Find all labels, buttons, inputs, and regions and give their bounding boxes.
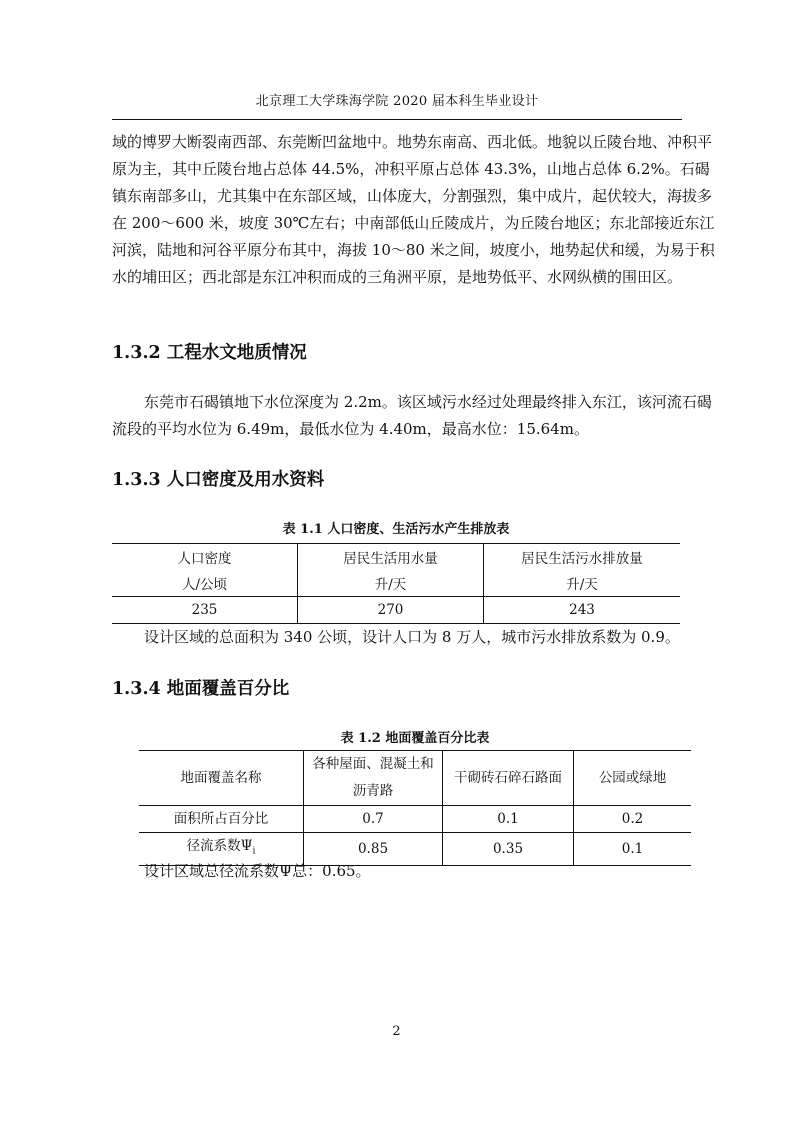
page-number: 2 <box>392 1024 401 1039</box>
table-header-cell: 干砌砖石碎石路面 <box>443 751 574 806</box>
table-cell: 0.1 <box>443 806 574 833</box>
header-text-line: 各种屋面、混凝土和 <box>312 756 434 772</box>
table-header-cell: 居民生活污水排放量 <box>484 544 681 571</box>
land-cover-table <box>139 750 691 866</box>
table-unit-cell: 人/公顷 <box>112 570 298 597</box>
table-unit-row <box>112 570 680 597</box>
table-cell: 0.7 <box>304 806 443 833</box>
table-unit-cell: 升/天 <box>484 570 681 597</box>
runoff-summary: 设计区域总径流系数Ψ总：0.65。 <box>144 862 371 880</box>
table-row <box>139 806 691 833</box>
hydrology-paragraph: 东莞市石碣镇地下水位深度为 2.2m。该区域污水经过处理最终排入东江，该河流石碣流段的平均水位为 6.49m，最低水位为 4.40m，最高水位：15.64m。 <box>112 393 712 438</box>
row-label-cell: 面积所占百分比 <box>139 806 304 833</box>
table-cell: 0.85 <box>304 833 443 866</box>
subscript: i <box>252 846 256 857</box>
section-heading-1-3-3: 1.3.3 人口密度及用水资料 <box>112 470 325 490</box>
table-unit-cell: 升/天 <box>298 570 484 597</box>
table-1-2-caption: 表 1.2 地面覆盖百分比表 <box>340 731 490 746</box>
geology-paragraph: 域的博罗大断裂南西部、东莞断凹盆地中。地势东南高、西北低。地貌以丘陵台地、冲积平原为主，其中丘陵台地占总体 44.5%，冲积平原占总体 43.3%，山地占总体 6.2%。石碣镇东南部多山，尤其集中在东部区域，山体庞大，分割强烈，集中成片，起伏较大，海拔多在 200～600 米，坡度 30℃左右；中南部低山丘陵成片，为丘陵台地区；东北部接近东江河滨，陆地和河谷平原分布其中，海拔 10～80 米之间，坡度小，地势起伏和缓，为易于积水的埔田区；西北部是东江冲积而成的三角洲平原，是地势低平、水网纵横的围田区。 <box>112 133 715 286</box>
table-cell: 0.1 <box>574 833 692 866</box>
table-1-1-caption: 表 1.1 人口密度、生活污水产生排放表 <box>282 522 510 537</box>
table-header-cell: 地面覆盖名称 <box>180 770 262 786</box>
table-header-cell: 人口密度 <box>177 551 232 567</box>
table-header-row <box>112 544 680 571</box>
running-header: 北京理工大学珠海学院 2020 届本科生毕业设计 <box>255 94 539 109</box>
table-header-cell: 居民生活用水量 <box>298 544 484 571</box>
header-rule <box>112 119 682 120</box>
table-cell: 270 <box>298 597 484 624</box>
table-cell: 243 <box>484 597 681 624</box>
table-header-cell: 公园或绿地 <box>574 751 692 806</box>
header-text-line: 沥青路 <box>352 783 394 799</box>
table-header-row <box>139 751 691 806</box>
table-cell: 0.2 <box>574 806 692 833</box>
population-summary: 设计区域的总面积为 340 公顷，设计人口为 8 万人，城市污水排放系数为 0.9。 <box>144 628 680 646</box>
population-table <box>112 543 680 624</box>
row-label-text: 径流系数Ψ <box>186 838 253 854</box>
table-cell: 0.35 <box>443 833 574 866</box>
table-row <box>112 597 680 624</box>
table-cell: 235 <box>191 602 218 618</box>
table-header-cell <box>304 751 443 806</box>
section-heading-1-3-2: 1.3.2 工程水文地质情况 <box>112 343 307 363</box>
section-heading-1-3-4: 1.3.4 地面覆盖百分比 <box>112 679 290 699</box>
